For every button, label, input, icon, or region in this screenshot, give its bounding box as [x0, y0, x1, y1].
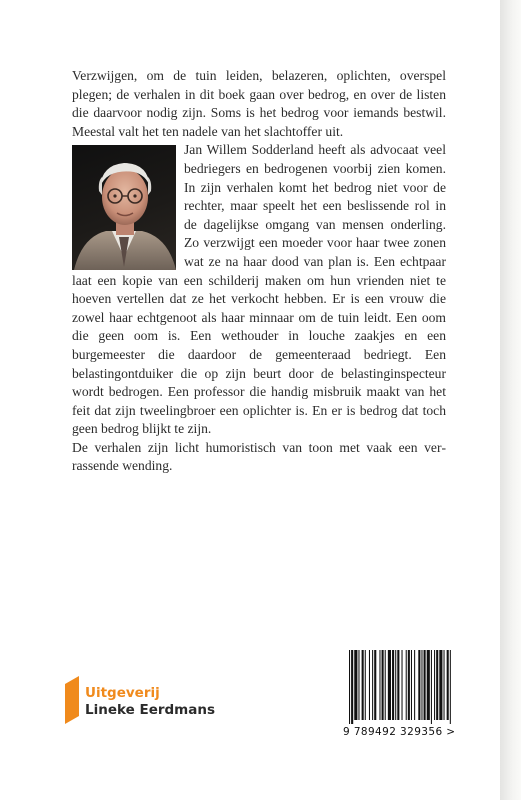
barcode-bar	[372, 650, 373, 720]
barcode-bar	[382, 650, 384, 720]
barcode-bar	[439, 650, 442, 720]
barcode-bar	[434, 650, 435, 720]
author-portrait-icon	[72, 145, 176, 270]
book-edge	[500, 0, 521, 800]
barcode-bar	[444, 650, 445, 720]
barcode-bar	[447, 650, 449, 720]
publisher-name-line1: Uitgeverij	[85, 685, 160, 701]
isbn-barcode	[343, 648, 459, 748]
barcode-bar	[349, 650, 350, 724]
barcode-bar	[411, 650, 412, 720]
barcode-bar	[369, 650, 370, 720]
barcode-bar	[385, 650, 386, 720]
barcode-bar	[358, 650, 359, 720]
blurb-closing: De verhalen zijn licht humoristisch van toon met vaak een verrassende wending.	[72, 439, 446, 474]
barcode-bar	[395, 650, 396, 720]
barcode-bar	[421, 650, 422, 720]
blurb-intro: Verzwijgen, om de tuin leiden, belazeren, oplichten, overspel plegen; de verhalen in dit boek gaan over bedrog, en over de listen die daarvoor nodig zijn. Soms is het bedrog voor iemands bestwil. Meestal valt het ten nadele van het slachtoffer uit.	[72, 68, 446, 139]
barcode-bar	[388, 650, 391, 720]
barcode-bar	[408, 650, 410, 720]
barcode-bar	[418, 650, 420, 720]
barcode-bar	[402, 650, 403, 720]
barcode-bar	[392, 650, 394, 720]
publisher-logo-icon	[65, 676, 79, 724]
barcode-bar	[406, 650, 407, 720]
barcode-bar	[431, 650, 432, 724]
publisher-name-line2: Lineke Eerdmans	[85, 702, 215, 718]
barcode-bar	[450, 650, 451, 724]
blurb-text	[72, 67, 446, 476]
barcode-bars-icon	[343, 648, 459, 726]
barcode-bar	[365, 650, 366, 720]
isbn-digits: 9 789492 329356 >	[343, 726, 456, 738]
barcode-bar	[397, 650, 399, 720]
barcode-bar	[424, 650, 426, 720]
barcode-bar	[414, 650, 415, 720]
barcode-bar	[427, 650, 430, 720]
barcode-bar	[374, 650, 376, 720]
barcode-bar	[379, 650, 380, 720]
publisher-name	[85, 685, 215, 719]
author-portrait	[72, 145, 176, 270]
barcode-bar	[436, 650, 438, 720]
barcode-bar	[351, 650, 353, 724]
barcode-bar	[362, 650, 364, 720]
barcode-bar	[354, 650, 357, 720]
blurb-bio: Jan Willem Sodderland heeft als advocaat veel bedriegers en bedrogenen voorbij zien komen. In zijn verhalen komt het bedrog niet voor de rechter, maar speelt het een beslissende rol in de dagelijkse omgang van mensen onderling. Zo verzwijgt een moeder voor haar twee zonen wat ze na haar dood van plan is. Een echtpaar laat een kopie van een schilderij maken om hun vrienden niet te hoeven vertellen dat ze het verkocht hebben. Er is een vrouw die zowel haar echtgenoot als haar minnaar om de tuin leidt. Een oom die geen oom is. Een wethouder in louche zaakjes en een burgemeester die daardoor de gemeenteraad bedriegt. Een belastingontduiker die op zijn beurt door de belastinginspecteur wordt bedrogen. Een professor die handig misbruik maakt van het feit dat zijn tweelingbroer een oplichter is. En er is bedrog dat toch geen bedrog blijkt te zijn.	[72, 142, 446, 437]
